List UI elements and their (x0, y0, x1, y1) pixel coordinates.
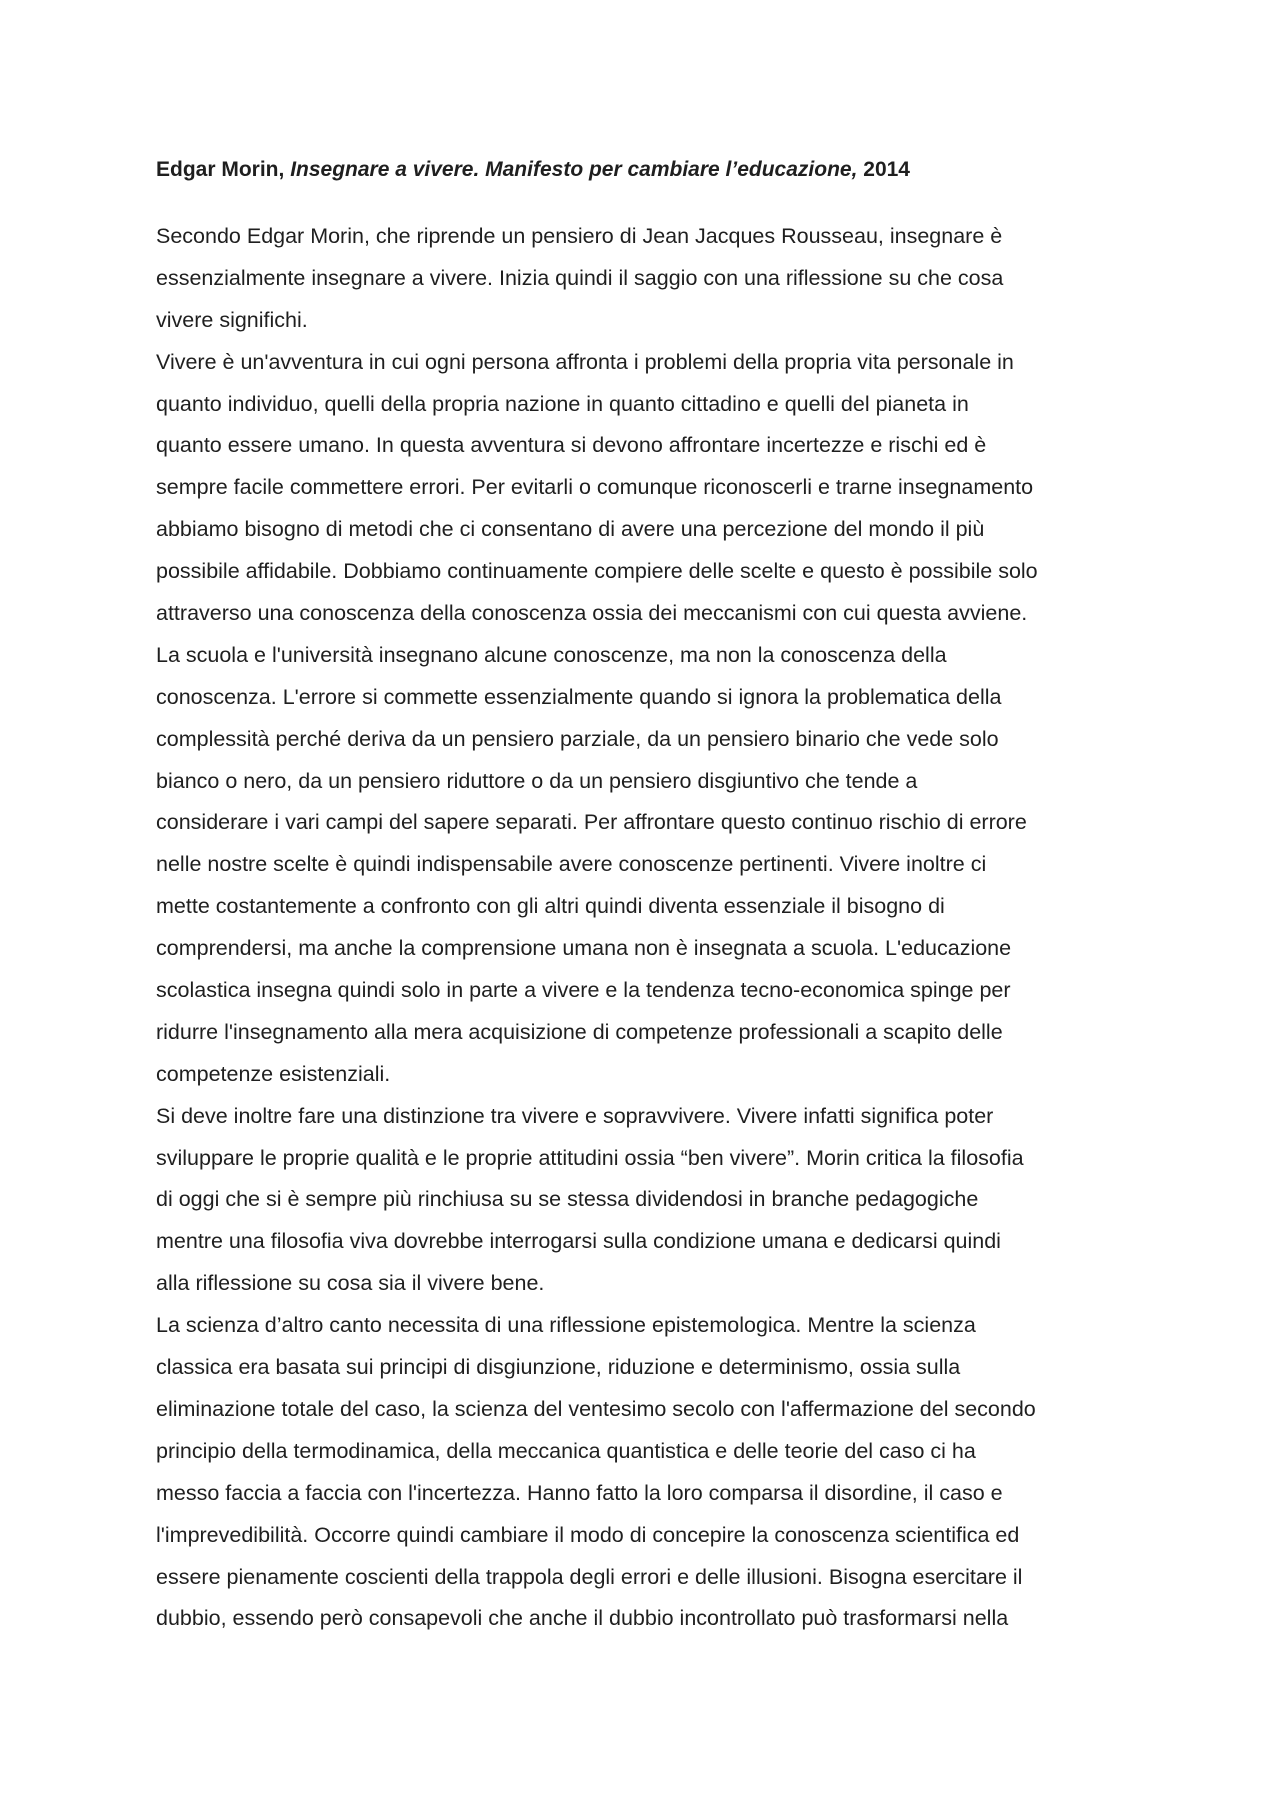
text-line: eliminazione totale del caso, la scienza del ventesimo secolo con l'affermazione del secondo (156, 1396, 1036, 1421)
title-author: Edgar Morin, (156, 158, 285, 181)
text-line: quanto essere umano. In questa avventura si devono affrontare incertezze e rischi ed è (156, 433, 987, 458)
text-line: Secondo Edgar Morin, che riprende un pensiero di Jean Jacques Rousseau, insegnare è (156, 224, 1003, 248)
text-line: possibile affidabile. Dobbiamo continuamente compiere delle scelte e questo è possibile solo (156, 559, 1038, 584)
title-work: Insegnare a vivere. Manifesto per cambiare l’educazione, (290, 158, 858, 181)
text-line: sempre facile commettere errori. Per evitarli o comunque riconoscerli e trarne insegnamento (156, 475, 1034, 500)
text-line: mette costantemente a confronto con gli altri quindi diventa essenziale il bisogno di (156, 894, 945, 919)
document-title (156, 156, 1156, 184)
text-line: competenze esistenziali. (156, 1061, 391, 1086)
text-line: di oggi che si è sempre più rinchiusa su se stessa dividendosi in branche pedagogiche (156, 1187, 979, 1212)
text-line: ridurre l'insegnamento alla mera acquisizione di competenze professionali a scapito delle (156, 1019, 1003, 1044)
text-line: sviluppare le proprie qualità e le proprie attitudini ossia “ben vivere”. Morin critica la filosofia (156, 1145, 1024, 1170)
text-line: quanto individuo, quelli della propria nazione in quanto cittadino e quelli del pianeta in (156, 391, 969, 416)
text-line: principio della termodinamica, della meccanica quantistica e delle teorie del caso ci ha (156, 1438, 976, 1463)
text-line: dubbio, essendo però consapevoli che anche il dubbio incontrollato può trasformarsi nella (156, 1606, 1009, 1631)
text-line: mentre una filosofia viva dovrebbe interrogarsi sulla condizione umana e dedicarsi quindi (156, 1229, 1001, 1254)
text-line: nelle nostre scelte è quindi indispensabile avere conoscenze pertinenti. Vivere inoltre ci (156, 852, 987, 877)
text-line: La scuola e l'università insegnano alcune conoscenze, ma non la conoscenza della (156, 642, 947, 667)
text-line: Si deve inoltre fare una distinzione tra vivere e sopravvivere. Vivere infatti significa poter (156, 1103, 994, 1128)
text-line: La scienza d’altro canto necessita di una riflessione epistemologica. Mentre la scienza (156, 1313, 976, 1338)
text-line: vivere significhi. (156, 307, 308, 332)
text-line: Vivere è un'avventura in cui ogni persona affronta i problemi della propria vita personale in (156, 349, 1014, 374)
text-line: messo faccia a faccia con l'incertezza. Hanno fatto la loro comparsa il disordine, il caso e (156, 1480, 1003, 1505)
text-line: attraverso una conoscenza della conoscenza ossia dei meccanismi con cui questa avviene. (156, 601, 1028, 626)
text-line: bianco o nero, da un pensiero riduttore o da un pensiero disgiuntivo che tende a (156, 768, 918, 793)
text-line: abbiamo bisogno di metodi che ci consentano di avere una percezione del mondo il più (156, 517, 985, 542)
text-line: essere pienamente coscienti della trappola degli errori e delle illusioni. Bisogna esercitare il (156, 1564, 1023, 1589)
text-line: conoscenza. L'errore si commette essenzialmente quando si ignora la problematica della (156, 684, 1002, 709)
text-line: considerare i vari campi del sapere separati. Per affrontare questo continuo rischio di errore (156, 810, 1027, 835)
text-line: essenzialmente insegnare a vivere. Inizia quindi il saggio con una riflessione su che cosa (156, 265, 1004, 290)
text-line: scolastica insegna quindi solo in parte a vivere e la tendenza tecno-economica spinge per (156, 978, 1011, 1003)
text-line: comprendersi, ma anche la comprensione umana non è insegnata a scuola. L'educazione (156, 936, 1012, 961)
text-line: l'imprevedibilità. Occorre quindi cambiare il modo di concepire la conoscenza scientifica ed (156, 1522, 1020, 1547)
text-line: complessità perché deriva da un pensiero parziale, da un pensiero binario che vede solo (156, 726, 999, 751)
text-line: classica era basata sui principi di disgiunzione, riduzione e determinismo, ossia sulla (156, 1355, 961, 1380)
document-body (156, 216, 1136, 1640)
title-year: 2014 (863, 158, 910, 181)
text-line: alla riflessione su cosa sia il vivere bene. (156, 1271, 545, 1296)
